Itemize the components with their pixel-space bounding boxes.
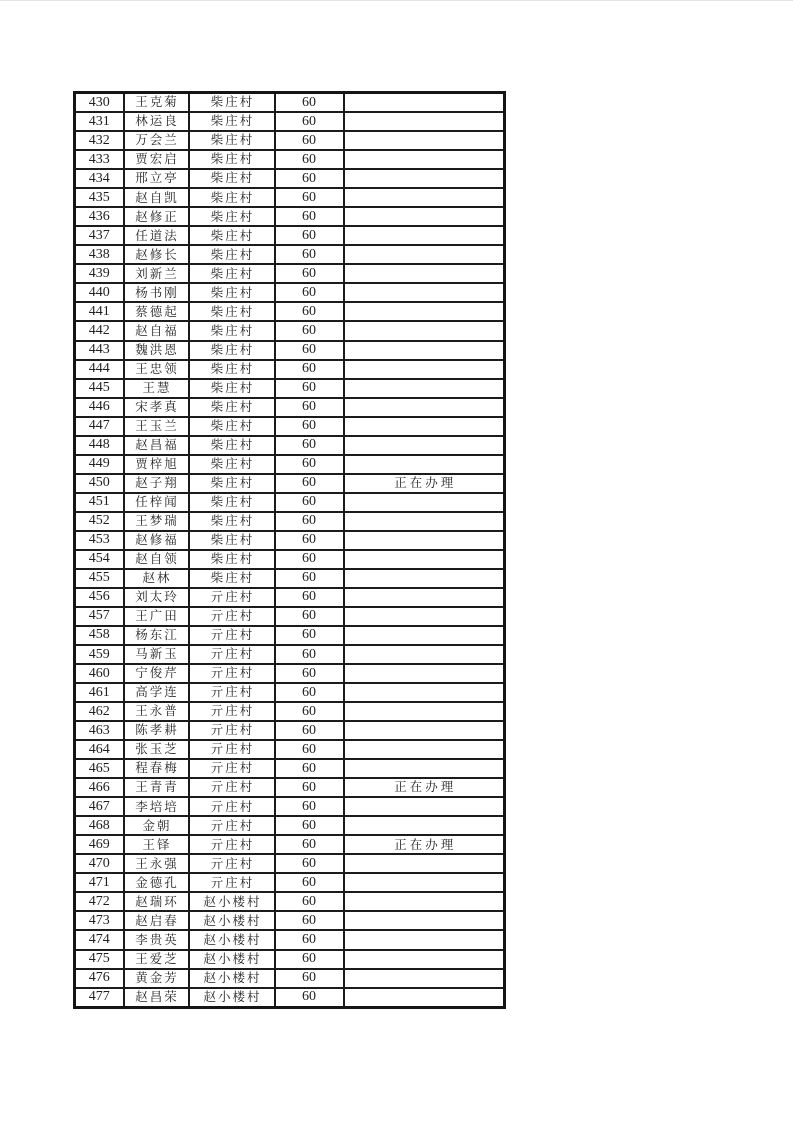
table-row (75, 569, 505, 588)
amount-cell: 60 (275, 360, 344, 379)
name-cell: 李培培 (124, 797, 189, 816)
amount-cell: 60 (275, 702, 344, 721)
serial-cell: 443 (75, 341, 124, 360)
amount-cell: 60 (275, 873, 344, 892)
amount-cell: 60 (275, 607, 344, 626)
serial-cell: 433 (75, 150, 124, 169)
amount-cell: 60 (275, 436, 344, 455)
name-cell: 宁俊芹 (124, 664, 189, 683)
serial-cell: 465 (75, 759, 124, 778)
table-row (75, 873, 505, 892)
amount-cell: 60 (275, 797, 344, 816)
name-cell: 刘新兰 (124, 264, 189, 283)
village-cell: 赵小楼村 (189, 988, 275, 1008)
village-cell: 柴庄村 (189, 245, 275, 264)
table-row (75, 607, 505, 626)
village-cell: 柴庄村 (189, 379, 275, 398)
amount-cell: 60 (275, 379, 344, 398)
amount-cell: 60 (275, 207, 344, 226)
name-cell: 王永强 (124, 854, 189, 873)
remark-cell (344, 988, 505, 1008)
remark-cell (344, 892, 505, 911)
name-cell: 金朝 (124, 816, 189, 835)
village-cell: 柴庄村 (189, 436, 275, 455)
village-cell: 亓庄村 (189, 702, 275, 721)
village-cell: 亓庄村 (189, 759, 275, 778)
amount-cell: 60 (275, 321, 344, 340)
remark-cell (344, 797, 505, 816)
name-cell: 王爱芝 (124, 950, 189, 969)
amount-cell: 60 (275, 835, 344, 854)
remark-cell (344, 112, 505, 131)
amount-cell: 60 (275, 283, 344, 302)
serial-cell: 464 (75, 740, 124, 759)
amount-cell: 60 (275, 721, 344, 740)
name-cell: 任梓闻 (124, 493, 189, 512)
table-row (75, 360, 505, 379)
village-cell: 亓庄村 (189, 854, 275, 873)
amount-cell: 60 (275, 664, 344, 683)
name-cell: 任道法 (124, 226, 189, 245)
remark-cell (344, 131, 505, 150)
amount-cell: 60 (275, 950, 344, 969)
remark-cell (344, 930, 505, 949)
name-cell: 赵昌福 (124, 436, 189, 455)
name-cell: 王忠领 (124, 360, 189, 379)
serial-cell: 445 (75, 379, 124, 398)
serial-cell: 449 (75, 455, 124, 474)
amount-cell: 60 (275, 626, 344, 645)
amount-cell: 60 (275, 969, 344, 988)
amount-cell: 60 (275, 417, 344, 436)
remark-cell (344, 93, 505, 113)
table-row (75, 683, 505, 702)
amount-cell: 60 (275, 112, 344, 131)
remark-cell (344, 283, 505, 302)
village-cell: 柴庄村 (189, 150, 275, 169)
amount-cell: 60 (275, 531, 344, 550)
village-cell: 柴庄村 (189, 474, 275, 493)
remark-cell (344, 360, 505, 379)
table-row (75, 512, 505, 531)
serial-cell: 447 (75, 417, 124, 436)
name-cell: 程春梅 (124, 759, 189, 778)
table-row (75, 436, 505, 455)
remark-cell (344, 569, 505, 588)
amount-cell: 60 (275, 169, 344, 188)
village-cell: 赵小楼村 (189, 911, 275, 930)
table-row (75, 169, 505, 188)
remark-cell (344, 512, 505, 531)
village-cell: 柴庄村 (189, 493, 275, 512)
name-cell: 赵修长 (124, 245, 189, 264)
remark-cell (344, 321, 505, 340)
table-row (75, 645, 505, 664)
table-row (75, 550, 505, 569)
serial-cell: 444 (75, 360, 124, 379)
table-row (75, 264, 505, 283)
table-row (75, 321, 505, 340)
name-cell: 王铎 (124, 835, 189, 854)
serial-cell: 455 (75, 569, 124, 588)
remark-cell: 正在办理 (344, 778, 505, 797)
table-row (75, 455, 505, 474)
amount-cell: 60 (275, 341, 344, 360)
village-cell: 亓庄村 (189, 721, 275, 740)
table-row (75, 702, 505, 721)
page-edge-line (0, 0, 793, 1)
village-cell: 亓庄村 (189, 740, 275, 759)
name-cell: 赵修正 (124, 207, 189, 226)
remark-cell (344, 245, 505, 264)
table-row (75, 398, 505, 417)
serial-cell: 441 (75, 302, 124, 321)
table-row (75, 379, 505, 398)
village-cell: 赵小楼村 (189, 892, 275, 911)
remark-cell (344, 150, 505, 169)
amount-cell: 60 (275, 816, 344, 835)
remark-cell (344, 264, 505, 283)
village-cell: 赵小楼村 (189, 930, 275, 949)
village-cell: 亓庄村 (189, 626, 275, 645)
table-row (75, 112, 505, 131)
village-cell: 亓庄村 (189, 816, 275, 835)
remark-cell (344, 873, 505, 892)
serial-cell: 446 (75, 398, 124, 417)
name-cell: 王玉兰 (124, 417, 189, 436)
name-cell: 李贵英 (124, 930, 189, 949)
serial-cell: 466 (75, 778, 124, 797)
table-row (75, 854, 505, 873)
table-row (75, 417, 505, 436)
serial-cell: 457 (75, 607, 124, 626)
name-cell: 张玉芝 (124, 740, 189, 759)
name-cell: 贾梓旭 (124, 455, 189, 474)
remark-cell (344, 341, 505, 360)
village-cell: 亓庄村 (189, 778, 275, 797)
remark-cell (344, 721, 505, 740)
name-cell: 邢立亭 (124, 169, 189, 188)
village-cell: 柴庄村 (189, 531, 275, 550)
remark-cell: 正在办理 (344, 474, 505, 493)
amount-cell: 60 (275, 854, 344, 873)
amount-cell: 60 (275, 474, 344, 493)
table-row (75, 188, 505, 207)
serial-cell: 470 (75, 854, 124, 873)
name-cell: 林运良 (124, 112, 189, 131)
village-cell: 亓庄村 (189, 664, 275, 683)
serial-cell: 439 (75, 264, 124, 283)
remark-cell (344, 702, 505, 721)
remark-cell (344, 455, 505, 474)
name-cell: 马新玉 (124, 645, 189, 664)
amount-cell: 60 (275, 302, 344, 321)
amount-cell: 60 (275, 93, 344, 113)
amount-cell: 60 (275, 398, 344, 417)
serial-cell: 460 (75, 664, 124, 683)
remark-cell (344, 417, 505, 436)
roster-table (73, 91, 506, 1009)
name-cell: 赵自凯 (124, 188, 189, 207)
remark-cell (344, 379, 505, 398)
table-row (75, 797, 505, 816)
remark-cell (344, 759, 505, 778)
name-cell: 王永普 (124, 702, 189, 721)
amount-cell: 60 (275, 645, 344, 664)
table-row (75, 245, 505, 264)
serial-cell: 456 (75, 588, 124, 607)
village-cell: 柴庄村 (189, 341, 275, 360)
village-cell: 柴庄村 (189, 188, 275, 207)
table-row (75, 302, 505, 321)
serial-cell: 461 (75, 683, 124, 702)
name-cell: 赵自领 (124, 550, 189, 569)
name-cell: 赵林 (124, 569, 189, 588)
serial-cell: 430 (75, 93, 124, 113)
serial-cell: 435 (75, 188, 124, 207)
village-cell: 亓庄村 (189, 835, 275, 854)
table-row (75, 93, 505, 113)
serial-cell: 442 (75, 321, 124, 340)
village-cell: 赵小楼村 (189, 969, 275, 988)
serial-cell: 467 (75, 797, 124, 816)
serial-cell: 469 (75, 835, 124, 854)
serial-cell: 475 (75, 950, 124, 969)
table-row (75, 988, 505, 1008)
serial-cell: 448 (75, 436, 124, 455)
amount-cell: 60 (275, 911, 344, 930)
table-row (75, 930, 505, 949)
remark-cell (344, 854, 505, 873)
serial-cell: 468 (75, 816, 124, 835)
village-cell: 赵小楼村 (189, 950, 275, 969)
village-cell: 柴庄村 (189, 131, 275, 150)
remark-cell (344, 169, 505, 188)
amount-cell: 60 (275, 988, 344, 1008)
roster-rows (75, 93, 505, 1008)
name-cell: 杨东江 (124, 626, 189, 645)
village-cell: 亓庄村 (189, 873, 275, 892)
name-cell: 金德孔 (124, 873, 189, 892)
serial-cell: 440 (75, 283, 124, 302)
name-cell: 王慧 (124, 379, 189, 398)
remark-cell (344, 607, 505, 626)
table-row (75, 493, 505, 512)
name-cell: 赵昌荣 (124, 988, 189, 1008)
serial-cell: 471 (75, 873, 124, 892)
remark-cell (344, 626, 505, 645)
serial-cell: 453 (75, 531, 124, 550)
remark-cell (344, 816, 505, 835)
name-cell: 杨书刚 (124, 283, 189, 302)
name-cell: 王广田 (124, 607, 189, 626)
table-row (75, 226, 505, 245)
table-row (75, 759, 505, 778)
village-cell: 柴庄村 (189, 455, 275, 474)
name-cell: 蔡德起 (124, 302, 189, 321)
amount-cell: 60 (275, 683, 344, 702)
village-cell: 亓庄村 (189, 645, 275, 664)
serial-cell: 463 (75, 721, 124, 740)
village-cell: 柴庄村 (189, 283, 275, 302)
name-cell: 贾宏启 (124, 150, 189, 169)
name-cell: 刘太玲 (124, 588, 189, 607)
serial-cell: 431 (75, 112, 124, 131)
amount-cell: 60 (275, 550, 344, 569)
amount-cell: 60 (275, 740, 344, 759)
remark-cell (344, 950, 505, 969)
village-cell: 亓庄村 (189, 683, 275, 702)
amount-cell: 60 (275, 131, 344, 150)
serial-cell: 458 (75, 626, 124, 645)
remark-cell (344, 436, 505, 455)
name-cell: 黄金芳 (124, 969, 189, 988)
serial-cell: 432 (75, 131, 124, 150)
remark-cell (344, 207, 505, 226)
serial-cell: 474 (75, 930, 124, 949)
amount-cell: 60 (275, 226, 344, 245)
serial-cell: 437 (75, 226, 124, 245)
village-cell: 柴庄村 (189, 360, 275, 379)
name-cell: 赵子翔 (124, 474, 189, 493)
table-row (75, 626, 505, 645)
remark-cell (344, 398, 505, 417)
name-cell: 王青青 (124, 778, 189, 797)
amount-cell: 60 (275, 264, 344, 283)
village-cell: 柴庄村 (189, 264, 275, 283)
table-row (75, 892, 505, 911)
serial-cell: 452 (75, 512, 124, 531)
amount-cell: 60 (275, 512, 344, 531)
name-cell: 高学连 (124, 683, 189, 702)
amount-cell: 60 (275, 150, 344, 169)
remark-cell (344, 664, 505, 683)
table-row (75, 283, 505, 302)
remark-cell (344, 683, 505, 702)
remark-cell (344, 645, 505, 664)
amount-cell: 60 (275, 588, 344, 607)
serial-cell: 459 (75, 645, 124, 664)
serial-cell: 438 (75, 245, 124, 264)
village-cell: 柴庄村 (189, 321, 275, 340)
village-cell: 亓庄村 (189, 588, 275, 607)
table-row (75, 531, 505, 550)
serial-cell: 477 (75, 988, 124, 1008)
table-row (75, 816, 505, 835)
table-row (75, 740, 505, 759)
village-cell: 柴庄村 (189, 550, 275, 569)
name-cell: 万会兰 (124, 131, 189, 150)
amount-cell: 60 (275, 759, 344, 778)
village-cell: 柴庄村 (189, 169, 275, 188)
table-row (75, 835, 505, 854)
name-cell: 魏洪恩 (124, 341, 189, 360)
name-cell: 宋孝真 (124, 398, 189, 417)
name-cell: 王梦瑞 (124, 512, 189, 531)
village-cell: 柴庄村 (189, 417, 275, 436)
village-cell: 亓庄村 (189, 797, 275, 816)
remark-cell (344, 550, 505, 569)
name-cell: 赵启春 (124, 911, 189, 930)
table-row (75, 778, 505, 797)
remark-cell (344, 493, 505, 512)
amount-cell: 60 (275, 493, 344, 512)
remark-cell (344, 911, 505, 930)
amount-cell: 60 (275, 569, 344, 588)
table-row (75, 721, 505, 740)
serial-cell: 462 (75, 702, 124, 721)
table-row (75, 150, 505, 169)
remark-cell: 正在办理 (344, 835, 505, 854)
village-cell: 柴庄村 (189, 207, 275, 226)
serial-cell: 450 (75, 474, 124, 493)
amount-cell: 60 (275, 245, 344, 264)
serial-cell: 476 (75, 969, 124, 988)
village-cell: 亓庄村 (189, 607, 275, 626)
remark-cell (344, 740, 505, 759)
table-row (75, 341, 505, 360)
name-cell: 赵自福 (124, 321, 189, 340)
amount-cell: 60 (275, 930, 344, 949)
name-cell: 陈孝耕 (124, 721, 189, 740)
remark-cell (344, 969, 505, 988)
village-cell: 柴庄村 (189, 569, 275, 588)
village-cell: 柴庄村 (189, 398, 275, 417)
serial-cell: 436 (75, 207, 124, 226)
remark-cell (344, 302, 505, 321)
amount-cell: 60 (275, 455, 344, 474)
name-cell: 王克菊 (124, 93, 189, 113)
name-cell: 赵修福 (124, 531, 189, 550)
amount-cell: 60 (275, 892, 344, 911)
remark-cell (344, 588, 505, 607)
remark-cell (344, 531, 505, 550)
table-row (75, 950, 505, 969)
village-cell: 柴庄村 (189, 302, 275, 321)
village-cell: 柴庄村 (189, 93, 275, 113)
village-cell: 柴庄村 (189, 226, 275, 245)
serial-cell: 473 (75, 911, 124, 930)
table-row (75, 911, 505, 930)
serial-cell: 434 (75, 169, 124, 188)
amount-cell: 60 (275, 188, 344, 207)
table-row (75, 588, 505, 607)
remark-cell (344, 226, 505, 245)
table-row (75, 474, 505, 493)
amount-cell: 60 (275, 778, 344, 797)
table-row (75, 131, 505, 150)
table-row (75, 969, 505, 988)
village-cell: 柴庄村 (189, 112, 275, 131)
serial-cell: 472 (75, 892, 124, 911)
table-row (75, 207, 505, 226)
serial-cell: 451 (75, 493, 124, 512)
remark-cell (344, 188, 505, 207)
table-row (75, 664, 505, 683)
serial-cell: 454 (75, 550, 124, 569)
village-cell: 柴庄村 (189, 512, 275, 531)
name-cell: 赵瑞环 (124, 892, 189, 911)
